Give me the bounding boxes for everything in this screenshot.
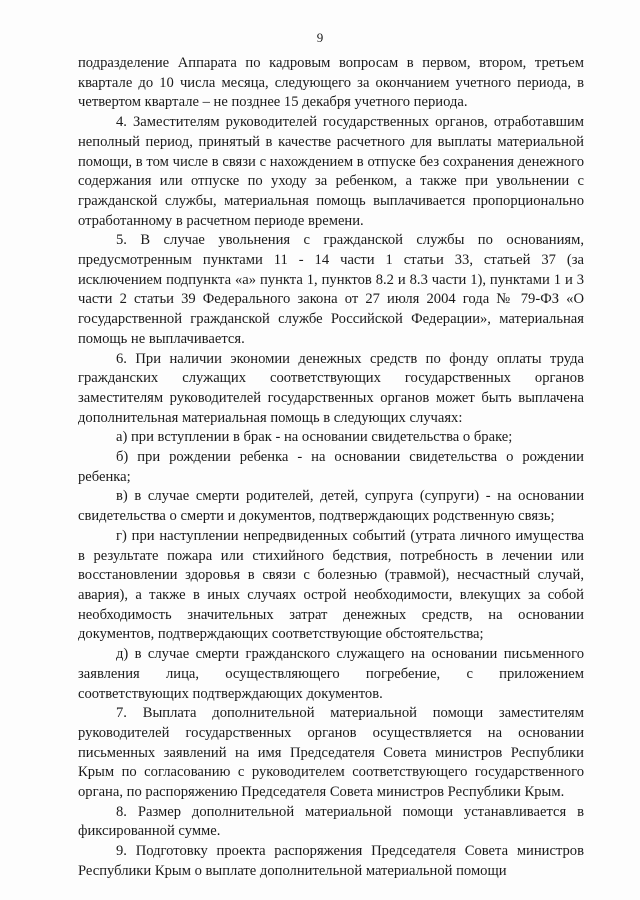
paragraph: г) при наступлении непредвиденных событий (утрата личного имущества в результате пожара или стихийного бедствия, потребность в лечении или восстановлении здоровья в связи с болезнью (травмой), несчастный случай, авария), а также в иных случаях острой необходимости, влекущих за собой необходимость значительных затрат денежных средств, на основании документов, подтверждающих соответствующие обстоятельства;: [78, 527, 584, 643]
paragraph: 5. В случае увольнения с гражданской службы по основаниям, предусмотренным пунктами 11 - 14 части 1 статьи 33, статьей 37 (за исключением подпункта «а» пункта 1, пунктов 8.2 и 8.3 части 1), пунктами 1 и 3 части 2 статьи 39 Федерального закона от 27 июля 2004 года № 79-ФЗ «О государственной гражданской службе Российской Федерации», материальная помощь не выплачивается.: [78, 232, 584, 347]
paragraph: а) при вступлении в брак - на основании свидетельства о браке;: [116, 429, 513, 446]
page-number: 9: [316, 30, 324, 45]
paragraph: в) в случае смерти родителей, детей, супруга (супруги) - на основании свидетельства о смерти и документов, подтверждающих родственную связь;: [78, 488, 584, 525]
paragraph: 6. При наличии экономии денежных средств по фонду оплаты труда гражданских служащих соответствующих государственных органов заместителям руководителей государственных органов может быть выплачена дополнительная материальная помощь в следующих случаях:: [78, 350, 584, 426]
paragraph: 7. Выплата дополнительной материальной помощи заместителям руководителей государственных органов осуществляется на основании письменных заявлений на имя Председателя Совета министров Республики Крым по согласованию с руководителем соответствующего государственного органа, по распоряжению Председателя Совета министров Республики Крым.: [78, 705, 584, 801]
paragraph: б) при рождении ребенка - на основании свидетельства о рождении ребенка;: [78, 449, 584, 485]
paragraph: д) в случае смерти гражданского служащего на основании письменного заявления лица, осуществляющего погребение, с приложением соответствующих подтверждающих документов.: [78, 646, 584, 702]
paragraph: 4. Заместителям руководителей государственных органов, отработавшим неполный период, принятый в качестве расчетного для выплаты материальной помощи, в том числе в связи с нахождением в отпуске без сохранения денежного содержания или отпуске по уходу за ребенком, а также при увольнении с гражданской службы, материальная помощь выплачивается пропорционально отработанному в расчетном периоде времени.: [78, 114, 584, 229]
paragraph: подразделение Аппарата по кадровым вопросам в первом, втором, третьем квартале до 10 числа месяца, следующего за окончанием учетного периода, в четвертом квартале – не позднее 15 декабря учетного периода.: [78, 55, 584, 111]
document-body: [78, 54, 584, 882]
paragraph: 8. Размер дополнительной материальной помощи устанавливается в фиксированной сумме.: [78, 803, 584, 840]
paragraph: 9. Подготовку проекта распоряжения Председателя Совета министров Республики Крым о выплате дополнительной материальной помощи: [78, 843, 584, 879]
